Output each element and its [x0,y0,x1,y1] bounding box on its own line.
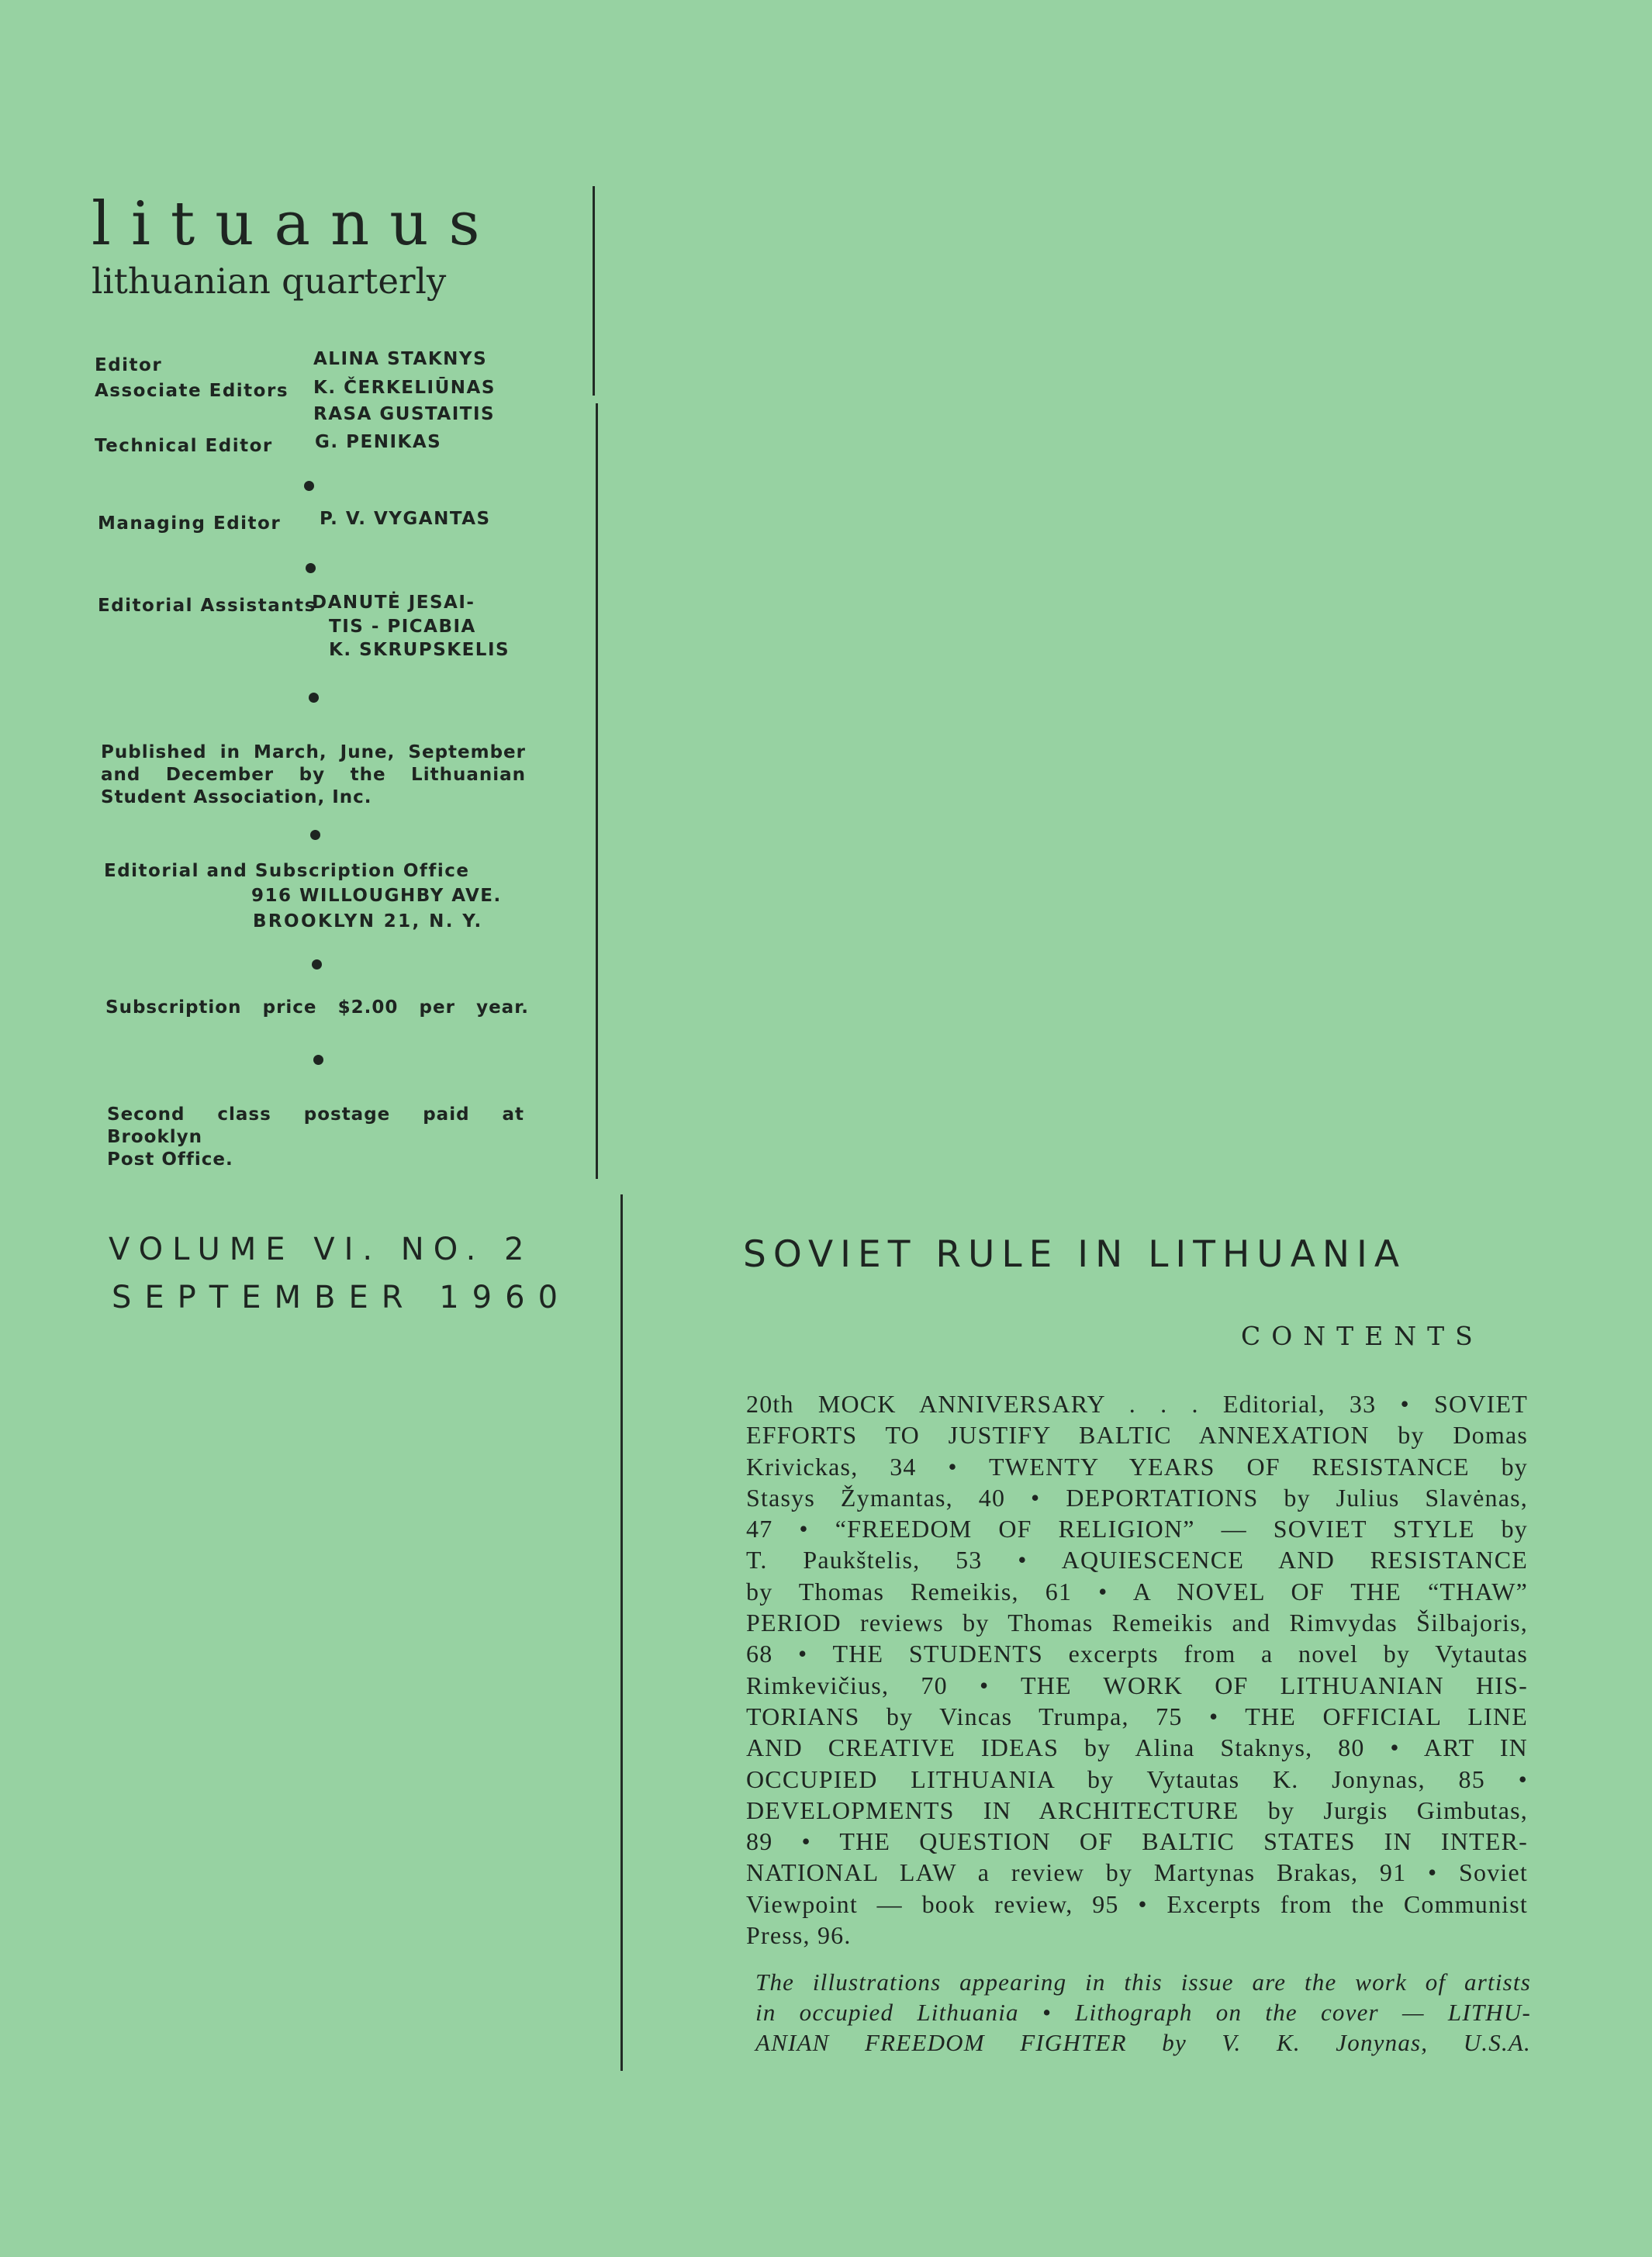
separator-bullet [310,830,320,840]
toc-line: Krivickas, 34 • TWENTY YEARS OF RESISTANCE by [746,1452,1528,1481]
toc-line: Press, 96. [746,1921,852,1950]
toc-line: TORIANS by Vincas Trumpa, 75 • THE OFFICIAL LINE [746,1702,1528,1730]
associate-editor-name: RASA GUSTAITIS [313,404,496,424]
editorial-assistant-name: DANUTĖ JESAI- [312,593,475,613]
toc-line: OCCUPIED LITHUANIA by Vytautas K. Jonynas, 85 • [746,1764,1528,1793]
note-line: The illustrations appearing in this issue are the work of artists [755,1968,1531,1996]
postage-notice: Second class postage paid at Brooklyn Post Office. [107,1104,524,1170]
divider-rule-top [593,186,595,396]
toc-line: Viewpoint — book review, 95 • Excerpts from the Communist [746,1889,1528,1918]
toc-line: T. Paukštelis, 53 • AQUIESCENCE AND RESISTANCE [746,1546,1528,1574]
separator-bullet [313,1055,323,1065]
contents-heading: CONTENTS [1241,1321,1484,1351]
publication-schedule: Published in March, June, September and December by the Lithuanian Student Association, Inc. [101,742,526,807]
issue-headline: SOVIET RULE IN LITHUANIA [743,1233,1407,1276]
technical-editor-label: Technical Editor [95,436,273,456]
illustrations-note [755,1967,1531,2058]
magazine-title: lituanus [92,189,500,259]
toc-line: AND CREATIVE IDEAS by Alina Staknys, 80 • ART IN [746,1733,1528,1762]
toc-line: Stasys Žymantas, 40 • DEPORTATIONS by Julius Slavėnas, [746,1483,1528,1512]
technical-editor-name: G. PENIKAS [315,432,442,452]
managing-editor-label: Managing Editor [98,513,282,534]
divider-rule-middle [596,403,598,1179]
toc-line: 89 • THE QUESTION OF BALTIC STATES IN INTER- [746,1827,1528,1856]
table-of-contents [746,1388,1528,1951]
divider-rule-bottom [620,1194,623,2071]
editor-label: Editor [95,355,163,375]
office-address-street: 916 WILLOUGHBY AVE. [251,886,502,906]
issue-volume: VOLUME VI. NO. 2 [109,1232,534,1267]
toc-line: 47 • “FREEDOM OF RELIGION” — SOVIET STYLE by [746,1515,1528,1543]
managing-editor-name: P. V. VYGANTAS [320,509,491,529]
editorial-assistant-name: K. SKRUPSKELIS [329,640,510,660]
separator-bullet [306,563,316,573]
subscription-price: Subscription price $2.00 per year. [105,997,529,1018]
toc-line: 68 • THE STUDENTS excerpts from a novel by Vytautas [746,1640,1528,1668]
toc-line: Rimkevičius, 70 • THE WORK OF LITHUANIAN HIS- [746,1671,1528,1699]
editor-name: ALINA STAKNYS [313,349,488,369]
separator-bullet [309,693,319,703]
separator-bullet [312,959,322,970]
associate-editor-name: K. ČERKELIŪNAS [313,378,496,398]
toc-line: by Thomas Remeikis, 61 • A NOVEL OF THE “THAW” [746,1577,1528,1605]
toc-line: NATIONAL LAW a review by Martynas Brakas, 91 • Soviet [746,1858,1528,1887]
editorial-assistants-label: Editorial Assistants [98,596,316,616]
toc-line: EFFORTS TO JUSTIFY BALTIC ANNEXATION by Domas [746,1421,1528,1450]
associate-editors-label: Associate Editors [95,381,289,401]
editorial-assistant-name: TIS - PICABIA [329,617,476,637]
issue-date: SEPTEMBER 1960 [112,1280,572,1315]
office-label: Editorial and Subscription Office [104,861,470,881]
office-address-city: BROOKLYN 21, N. Y. [253,911,483,931]
separator-bullet [304,481,314,491]
magazine-subtitle: lithuanian quarterly [92,261,447,302]
note-line: ANIAN FREEDOM FIGHTER by V. K. Jonynas, U.S.A. [755,2029,1531,2056]
note-line: in occupied Lithuania • Lithograph on the cover — LITHU- [755,1999,1531,2026]
toc-line: 20th MOCK ANNIVERSARY . . . Editorial, 33 • SOVIET [746,1390,1528,1418]
toc-line: PERIOD reviews by Thomas Remeikis and Rimvydas Šilbajoris, [746,1609,1528,1637]
toc-line: DEVELOPMENTS IN ARCHITECTURE by Jurgis Gimbutas, [746,1796,1528,1824]
